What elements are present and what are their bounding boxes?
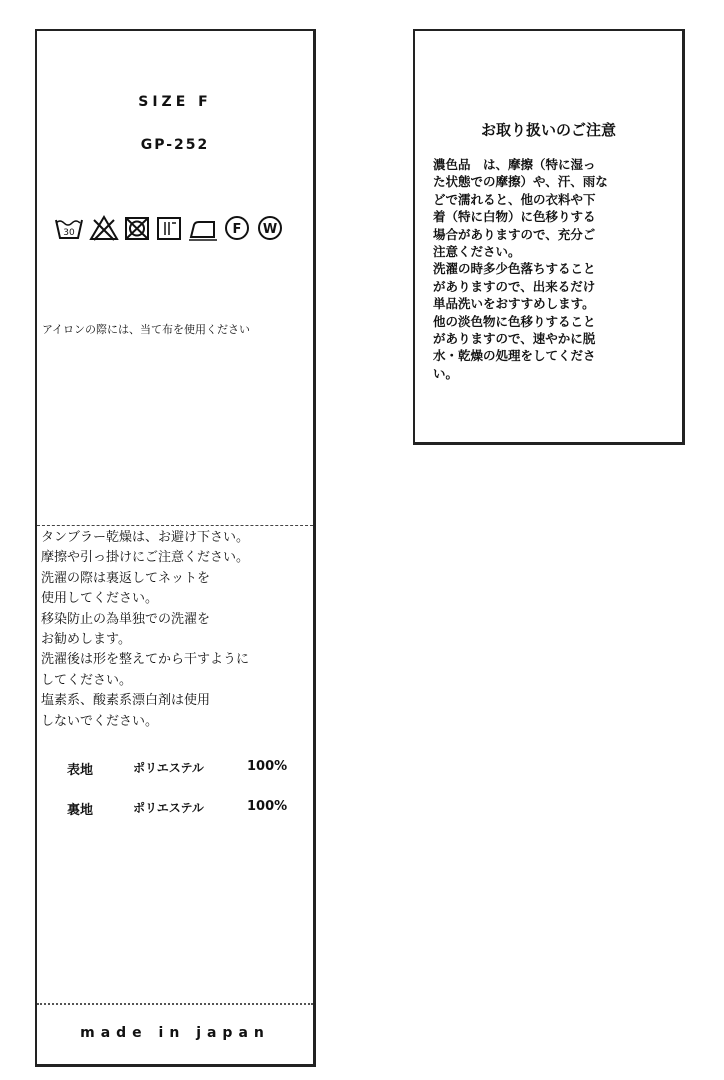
dry-clean-f-icon [223,214,251,242]
drip-dry-icon [155,214,183,242]
care-instructions [41,528,313,732]
dashed-divider [37,525,313,526]
notice-line: 単品洗いをおすすめします。 [433,296,595,312]
svg-text:30: 30 [63,228,75,238]
wash-30-icon [53,214,85,242]
composition-material: ポリエステル [133,761,204,775]
country-of-origin: made in japan [80,1025,270,1041]
iron-note: アイロンの際には、当て布を使用ください [42,323,251,336]
notice-line: 場合がありますので、充分ご [433,226,596,242]
svg-text:F: F [232,222,242,237]
notice-body [433,156,673,382]
care-line: お勧めします。 [41,632,131,648]
composition-row [67,799,307,818]
composition-row [67,759,307,778]
care-line: してください。 [41,672,133,688]
no-bleach-icon [89,214,119,242]
composition-part: 表地 [67,763,94,778]
care-label-right [413,29,685,445]
notice-line: 濃色品 は、摩擦（特に湿っ [433,157,596,172]
care-line: 移染防止の為単独での洗濯を [41,611,211,627]
iron-low-icon [187,214,219,242]
product-code: GP-252 [140,137,210,153]
composition-part: 裏地 [67,803,94,818]
composition-percent: 100% [247,799,288,814]
notice-line: どで濡れると、他の衣料や下 [433,191,596,207]
care-label-left [35,29,316,1067]
size-label: SIZE F [138,94,212,110]
svg-text:W: W [262,222,278,237]
notice-line: 着（特に白物）に色移りする [433,209,596,225]
care-line: タンブラー乾燥は、お避け下さい。 [41,530,250,545]
dotted-divider [37,1003,313,1005]
care-line: 洗濯後は形を整えてから干すように [41,652,250,668]
composition-percent: 100% [247,759,288,774]
composition-material: ポリエステル [133,801,204,815]
wet-clean-w-icon [255,214,285,242]
notice-line: 水・乾燥の処理をしてくださ [433,348,596,364]
care-line: 摩擦や引っ掛けにご注意ください。 [41,550,250,566]
care-line: 塩素系、酸素系漂白剤は使用 [41,693,211,709]
notice-line: 他の淡色物に色移りすること [433,313,596,329]
care-symbols-row [53,214,285,242]
care-line: しないでください。 [41,713,159,729]
notice-line: がありますので、速やかに脱 [433,331,596,347]
care-line: 洗濯の際は裏返してネットを [41,570,211,586]
notice-line: 注意ください。 [433,244,521,260]
notice-line: た状態での摩擦）や、汗、雨な [433,174,608,190]
notice-line: い。 [433,365,459,381]
notice-line: 洗濯の時多少色落ちすること [433,261,596,277]
notice-line: がありますので、出来るだけ [433,278,596,294]
no-tumble-dry-icon [123,214,151,242]
notice-title: お取り扱いのご注意 [480,121,616,139]
care-line: 使用してください。 [41,591,159,607]
